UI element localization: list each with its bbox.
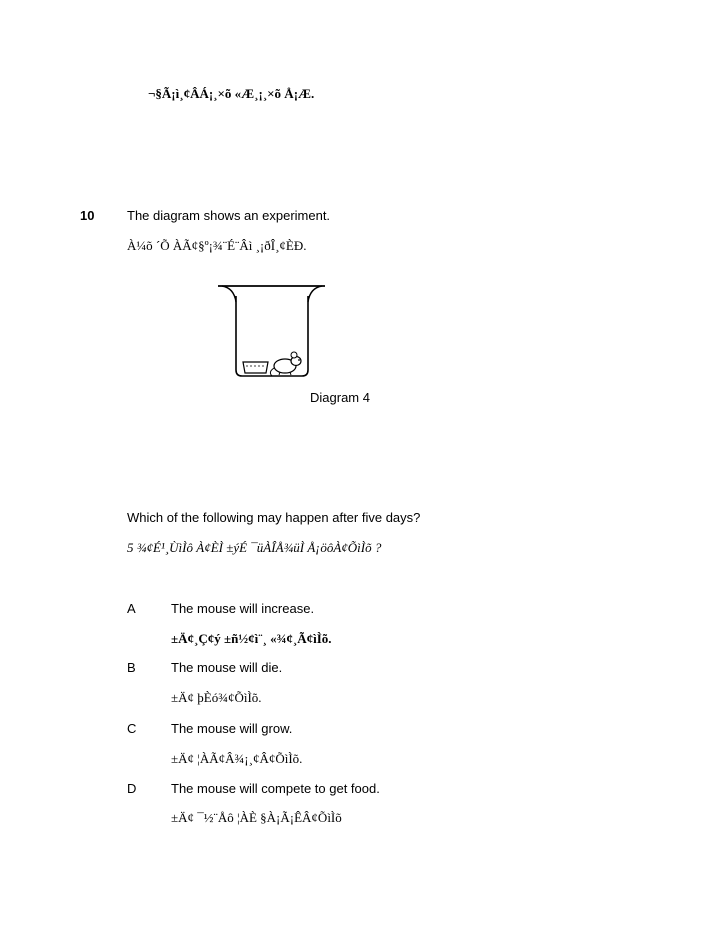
option-c-text: The mouse will grow.: [171, 721, 293, 736]
option-b-translation: ±Ä¢ þÈó¾¢ÕìÌõ.: [171, 690, 262, 705]
option-d-translation: ±Ä¢ ¯½¨Åô ¦ÀÈ §À¡Ã¡ÊÂ¢ÕìÌõ: [171, 810, 342, 825]
option-b-letter: B: [127, 660, 136, 675]
option-a-letter: A: [127, 601, 136, 616]
mouse-icon: [270, 352, 301, 376]
right-hook-curve: [308, 286, 322, 302]
option-b-text: The mouse will die.: [171, 660, 283, 675]
option-d-text: The mouse will compete to get food.: [171, 781, 380, 796]
question-translation: À¼õ ´Õ ÀÃ¢§º¡¾¨É¨Âì ¸¡ðÎ¸¢ÈÐ.: [127, 238, 307, 253]
question-text: The diagram shows an experiment.: [127, 208, 331, 223]
option-a-text: The mouse will increase.: [171, 601, 315, 616]
experiment-diagram: [216, 282, 328, 380]
diagram-label: Diagram 4: [310, 390, 370, 405]
garbled-top-line: ¬§Ã¡ì¸¢ÂÁ¡¸×õ «Æ¸¡¸×õ Å¡Æ.: [148, 86, 315, 101]
option-a-translation: ±Ä¢¸Ç¢ý ±ñ½¢ì¨¸ «¾¢¸Ã¢ìÌõ.: [171, 631, 332, 646]
question-prompt-translation: 5 ¾¢É¹¸ÙìÌô À¢ÈÌ ±ýÉ ¯üÀÎÅ¾üÌ Å¡öôÀ¢ÕìÌõ ?: [127, 540, 382, 555]
question-number: 10: [80, 208, 95, 223]
option-d-letter: D: [127, 781, 137, 796]
option-c-translation: ±Ä¢ ¦ÀÃ¢Â¾¡¸¢Â¢ÕìÌõ.: [171, 751, 303, 766]
option-c-letter: C: [127, 721, 137, 736]
left-hook-curve: [222, 286, 236, 302]
question-prompt: Which of the following may happen after five days?: [127, 510, 421, 525]
water-dish-icon: [243, 362, 268, 373]
